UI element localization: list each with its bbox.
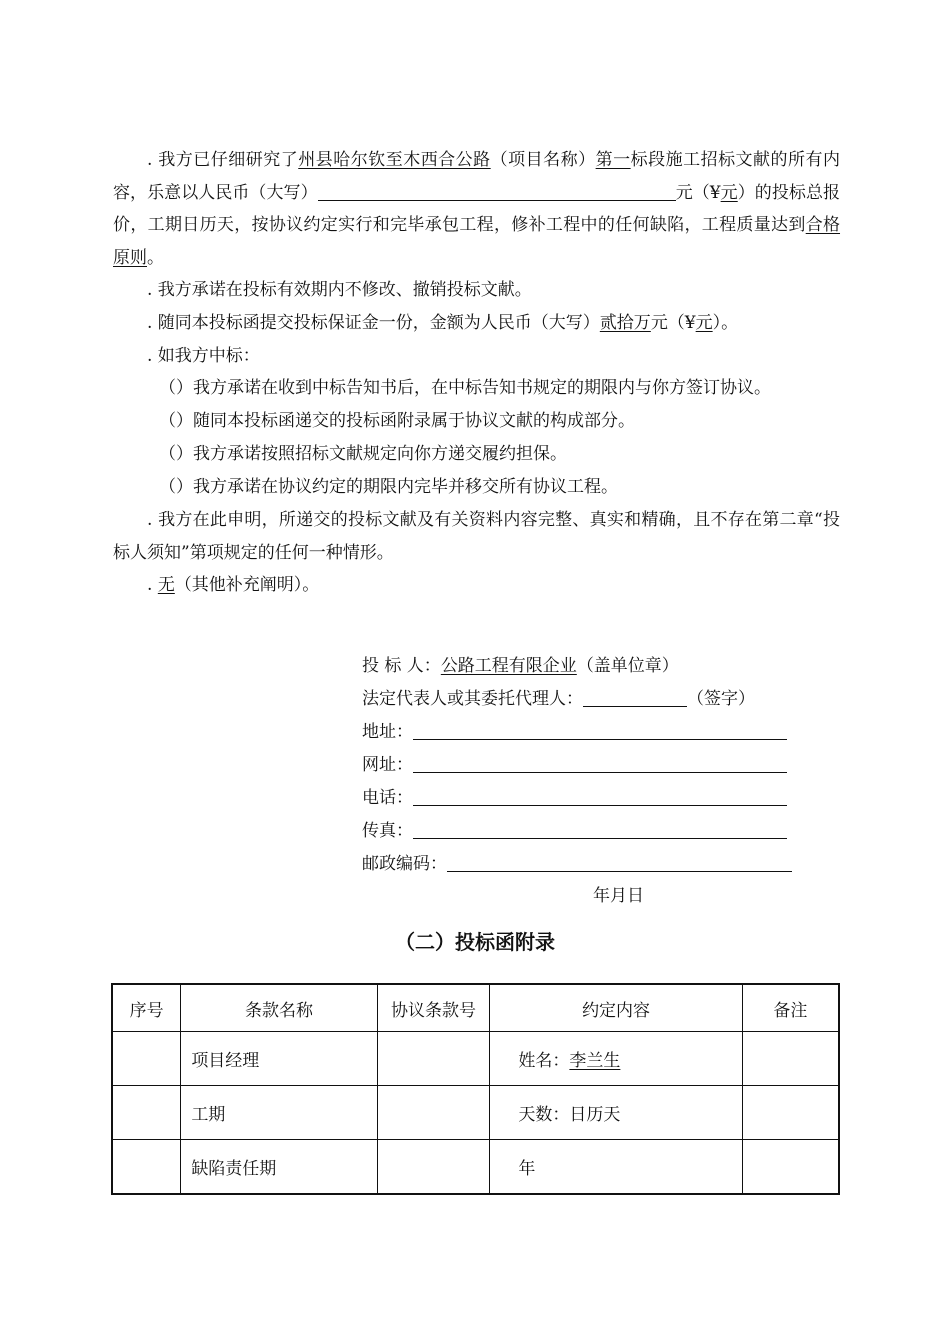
clause-3-end: ）。 <box>712 313 739 333</box>
row-no <box>112 1032 181 1086</box>
clause-1-text-2: 元（¥ <box>675 182 721 203</box>
bidder-line <box>362 650 679 682</box>
project-name-label: （项目名称） <box>490 150 596 170</box>
supplement-value: 无 <box>157 575 175 595</box>
clause-3-text: 元（¥ <box>650 313 696 333</box>
appendix-title: （二）投标函附录 <box>395 930 555 954</box>
clause-1-text-1: 标段施工招标文献的所有内容，乐意以人民币（大写） <box>113 150 841 203</box>
row-article <box>377 1140 490 1195</box>
header-note: 备注 <box>742 984 839 1032</box>
row-article <box>377 1032 490 1086</box>
postcode-blank <box>447 853 792 872</box>
phone-label: 电话： <box>362 788 413 808</box>
clause-4-item-2: （）随同本投标函递交的投标函附录属于协议文献的构成部分。 <box>159 411 635 431</box>
table-row <box>112 1140 839 1195</box>
price-blank <box>318 182 676 201</box>
website-label: 网址： <box>362 755 413 775</box>
clause-2: . 我方承诺在投标有效期内不修改、撤销投标文献。 <box>147 280 532 300</box>
content-label: 姓名： <box>518 1051 570 1071</box>
header-content: 约定内容 <box>490 984 742 1032</box>
address-blank <box>413 721 787 740</box>
clause-4-item-4: （）我方承诺在协议约定的期限内完毕并移交所有协议工程。 <box>159 477 618 497</box>
clause-3-prefix: . 随同本投标函提交投标保证金一份，金额为人民币（大写） <box>147 313 600 333</box>
row-note <box>742 1086 839 1140</box>
address-label: 地址： <box>362 722 413 742</box>
deposit-amount: 贰拾万 <box>599 313 651 333</box>
clause-1-text-3: ）的投标总报价，工期日历天，按协议约定实行和完毕承包工程，修补工程中的任何缺陷，工程质量达到 <box>113 182 841 235</box>
row-clause: 工期 <box>181 1086 377 1140</box>
phone-blank <box>413 787 787 806</box>
row-note <box>742 1140 839 1195</box>
project-name: 州县哈尔钦至木西合公路 <box>298 150 491 170</box>
clause-6-text: （其他补充阐明）。 <box>174 575 320 595</box>
representative-label: 法定代表人或其委托代理人： <box>362 689 583 709</box>
content-label: 年 <box>518 1159 536 1179</box>
bidder-seal-note: （盖单位章） <box>576 656 679 676</box>
fax-label: 传真： <box>362 821 413 841</box>
clause-3 <box>147 307 738 339</box>
bidder-label: 投 标 人： <box>362 656 441 676</box>
table-row <box>112 1086 839 1140</box>
row-content <box>490 1140 742 1195</box>
representative-line <box>362 683 755 715</box>
deposit-yuan: 元 <box>695 313 713 333</box>
clause-4: . 如我方中标： <box>147 346 260 366</box>
phone-line <box>362 782 787 814</box>
header-clause: 条款名称 <box>181 984 377 1032</box>
row-article <box>377 1086 490 1140</box>
quality-standard: 合格原则 <box>113 215 841 268</box>
row-content <box>490 1086 742 1140</box>
bidder-name: 公路工程有限企业 <box>440 656 577 676</box>
postcode-label: 邮政编码： <box>362 854 447 874</box>
date-line: 年月日 <box>593 886 644 906</box>
address-line <box>362 716 787 748</box>
manager-name: 李兰生 <box>569 1051 621 1071</box>
clause-4-item-3: （）我方承诺按照招标文献规定向你方递交履约担保。 <box>159 444 567 464</box>
price-yuan: 元 <box>720 182 738 203</box>
clause-6-prefix: . <box>147 575 158 595</box>
clause-4-item-1: （）我方承诺在收到中标告知书后，在中标告知书规定的期限内与你方签订协议。 <box>159 378 771 398</box>
row-content <box>490 1032 742 1086</box>
row-no <box>112 1086 181 1140</box>
fax-blank <box>413 820 787 839</box>
representative-sign-note: （签字） <box>687 689 755 709</box>
clause-5: . 我方在此申明，所递交的投标文献及有关资料内容完整、真实和精确，且不存在第二章“投标人须知”第项规定的任何一种情形。 <box>113 510 840 563</box>
header-article: 协议条款号 <box>377 984 490 1032</box>
table-row <box>112 1032 839 1086</box>
row-note <box>742 1032 839 1086</box>
clause-6 <box>147 569 319 601</box>
row-no <box>112 1140 181 1195</box>
appendix-header-row <box>112 984 839 1032</box>
clause-1-end: 。 <box>147 247 164 268</box>
row-clause: 缺陷责任期 <box>181 1140 377 1195</box>
website-blank <box>413 754 787 773</box>
fax-line <box>362 815 787 847</box>
section-number: 第一 <box>595 150 631 170</box>
representative-blank <box>583 688 687 707</box>
clause-1 <box>113 144 840 274</box>
header-no: 序号 <box>112 984 181 1032</box>
appendix-table <box>111 983 840 1195</box>
clause-1-prefix: . 我方已仔细研究了 <box>147 150 299 170</box>
row-clause: 项目经理 <box>181 1032 377 1086</box>
website-line <box>362 749 787 781</box>
content-label: 天数：日历天 <box>518 1105 621 1125</box>
postcode-line <box>362 848 792 880</box>
